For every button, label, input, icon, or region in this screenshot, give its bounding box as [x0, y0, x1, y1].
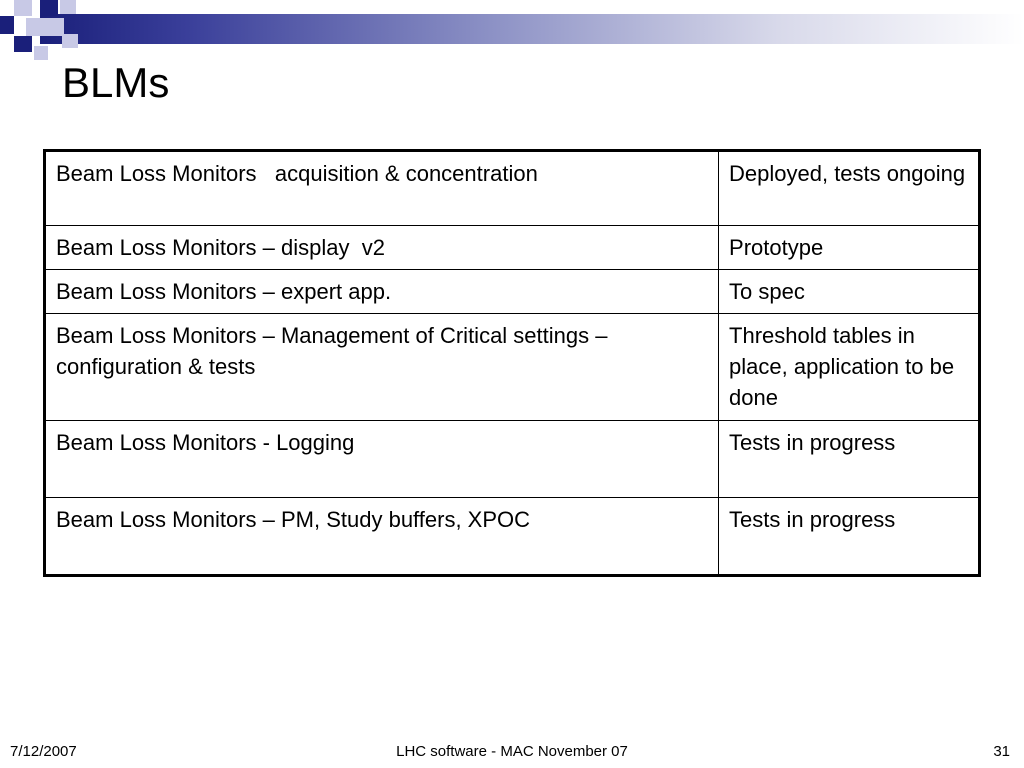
table-cell-status: Tests in progress — [719, 498, 980, 576]
table-cell-item: Beam Loss Monitors – Management of Critical settings – configuration & tests — [45, 314, 719, 421]
table-cell-item: Beam Loss Monitors - Logging — [45, 421, 719, 498]
footer-date: 7/12/2007 — [10, 743, 77, 760]
slide-number: 31 — [993, 743, 1010, 760]
table-row — [45, 226, 980, 270]
header-gradient-band — [40, 14, 1024, 44]
table-cell-item: Beam Loss Monitors – expert app. — [45, 270, 719, 314]
table-cell-item: Beam Loss Monitors acquisition & concentration — [45, 151, 719, 226]
decor-square — [14, 0, 32, 16]
footer-title: LHC software - MAC November 07 — [396, 743, 628, 760]
table-cell-item: Beam Loss Monitors – PM, Study buffers, XPOC — [45, 498, 719, 576]
decor-square — [40, 0, 58, 16]
table-cell-item: Beam Loss Monitors – display v2 — [45, 226, 719, 270]
table-cell-status: Deployed, tests ongoing — [719, 151, 980, 226]
table-cell-status: Prototype — [719, 226, 980, 270]
table-row — [45, 498, 980, 576]
decor-square — [14, 36, 32, 52]
table-cell-status: Threshold tables in place, application to be done — [719, 314, 980, 421]
decor-square — [60, 0, 76, 14]
decor-square — [62, 34, 78, 48]
table-row — [45, 421, 980, 498]
decor-square — [26, 18, 46, 36]
table-row — [45, 151, 980, 226]
table-row — [45, 314, 980, 421]
table-cell-status: Tests in progress — [719, 421, 980, 498]
decor-square — [34, 46, 48, 60]
blm-status-table — [43, 149, 981, 577]
table-row — [45, 270, 980, 314]
decor-square — [0, 16, 14, 34]
slide-title: BLMs — [62, 59, 170, 106]
table-cell-status: To spec — [719, 270, 980, 314]
